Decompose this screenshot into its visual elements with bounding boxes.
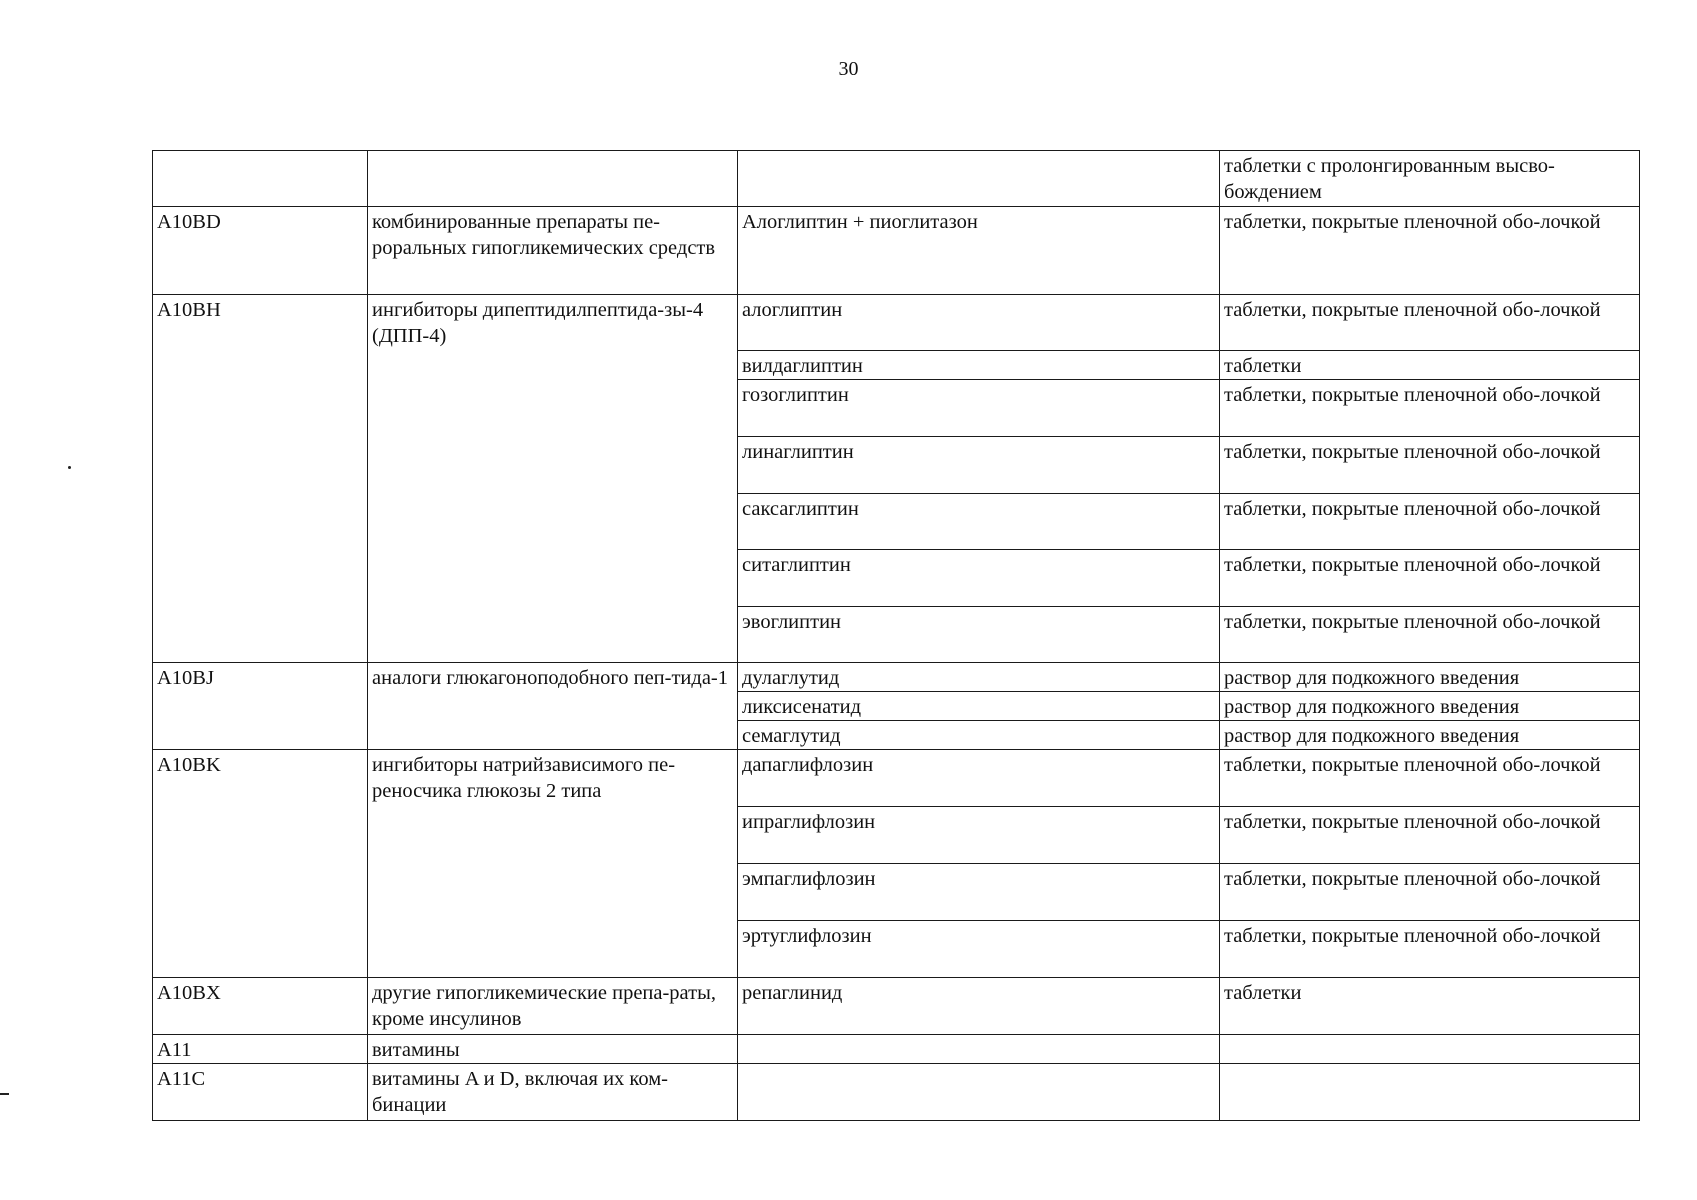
drug-group-cell: витамины [368,1035,738,1064]
dosage-form-cell: таблетки, покрытые пленочной обо-лочкой [1220,807,1640,864]
dosage-form-cell: таблетки [1220,351,1640,380]
table-row [153,295,1640,351]
table-row [153,207,1640,295]
atc-code-cell [153,151,368,207]
atc-code-cell: A10BX [153,978,368,1035]
dosage-form-cell: раствор для подкожного введения [1220,721,1640,750]
atc-code-cell: A10BK [153,750,368,978]
drug-name-cell: саксаглиптин [738,494,1220,550]
atc-code-cell: A11C [153,1064,368,1121]
drug-name-cell: вилдаглиптин [738,351,1220,380]
dosage-form-cell: таблетки с пролонгированным высво-бождением [1220,151,1640,207]
atc-code-cell: A10BH [153,295,368,663]
dosage-form-cell: таблетки, покрытые пленочной обо-лочкой [1220,207,1640,295]
drug-group-cell: ингибиторы натрийзависимого пе-реносчика глюкозы 2 типа [368,750,738,978]
dosage-form-cell: таблетки, покрытые пленочной обо-лочкой [1220,494,1640,550]
dosage-form-cell: раствор для подкожного введения [1220,663,1640,692]
dosage-form-cell [1220,1064,1640,1121]
dosage-form-cell: таблетки, покрытые пленочной обо-лочкой [1220,380,1640,437]
drug-name-cell: ипраглифлозин [738,807,1220,864]
atc-code-cell: A11 [153,1035,368,1064]
dosage-form-cell: раствор для подкожного введения [1220,692,1640,721]
table-row [153,750,1640,807]
table-row [153,663,1640,692]
medication-table [152,150,1640,1121]
dosage-form-cell: таблетки, покрытые пленочной обо-лочкой [1220,295,1640,351]
dosage-form-cell: таблетки, покрытые пленочной обо-лочкой [1220,921,1640,978]
drug-name-cell: дапаглифлозин [738,750,1220,807]
table-row [153,151,1640,207]
drug-name-cell: семаглутид [738,721,1220,750]
drug-group-cell: комбинированные препараты пе-роральных гипогликемических средств [368,207,738,295]
drug-group-cell: другие гипогликемические препа-раты, кроме инсулинов [368,978,738,1035]
scan-dot-mark [68,466,71,469]
dosage-form-cell: таблетки, покрытые пленочной обо-лочкой [1220,437,1640,494]
dosage-form-cell [1220,1035,1640,1064]
dosage-form-cell: таблетки, покрытые пленочной обо-лочкой [1220,550,1640,607]
drug-name-cell: дулаглутид [738,663,1220,692]
drug-name-cell: эмпаглифлозин [738,864,1220,921]
drug-name-cell [738,151,1220,207]
atc-code-cell: A10BJ [153,663,368,750]
drug-name-cell [738,1035,1220,1064]
dosage-form-cell: таблетки [1220,978,1640,1035]
drug-name-cell: эвоглиптин [738,607,1220,663]
drug-group-cell: аналоги глюкагоноподобного пеп-тида-1 [368,663,738,750]
table-row [153,1035,1640,1064]
page-number: 30 [838,58,859,80]
table-row [153,978,1640,1035]
drug-name-cell [738,1064,1220,1121]
drug-group-cell: витамины A и D, включая их ком-бинации [368,1064,738,1121]
drug-name-cell: Алоглиптин + пиоглитазон [738,207,1220,295]
dosage-form-cell: таблетки, покрытые пленочной обо-лочкой [1220,607,1640,663]
dosage-form-cell: таблетки, покрытые пленочной обо-лочкой [1220,750,1640,807]
drug-name-cell: гозоглиптин [738,380,1220,437]
scan-dash-mark [0,1093,9,1095]
drug-name-cell: репаглинид [738,978,1220,1035]
drug-name-cell: ликсисенатид [738,692,1220,721]
drug-name-cell: эртуглифлозин [738,921,1220,978]
atc-code-cell: A10BD [153,207,368,295]
table-row [153,1064,1640,1121]
drug-group-cell [368,151,738,207]
drug-group-cell: ингибиторы дипептидилпептида-зы-4 (ДПП-4) [368,295,738,663]
drug-name-cell: алоглиптин [738,295,1220,351]
dosage-form-cell: таблетки, покрытые пленочной обо-лочкой [1220,864,1640,921]
drug-name-cell: линаглиптин [738,437,1220,494]
drug-name-cell: ситаглиптин [738,550,1220,607]
